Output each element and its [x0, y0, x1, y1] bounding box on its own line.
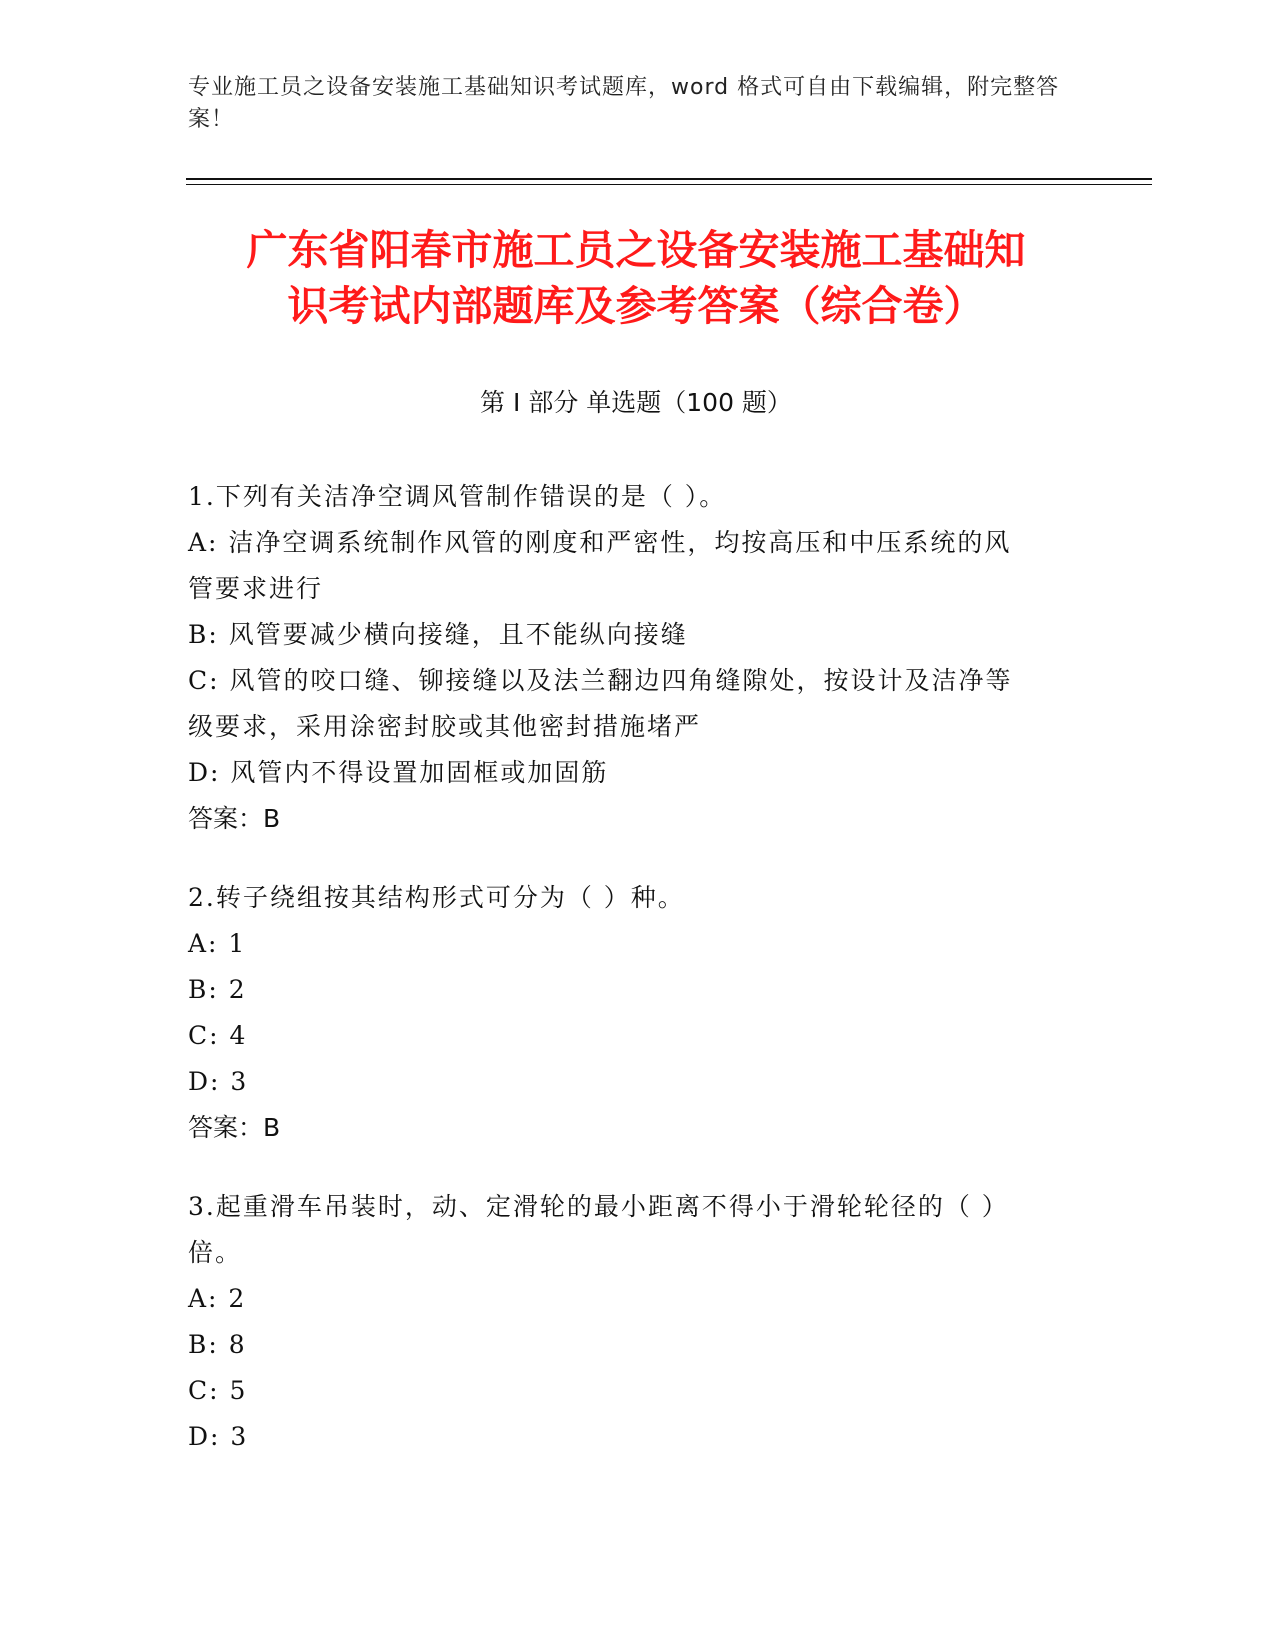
- question-answer: 答案：B: [188, 1113, 281, 1142]
- header-note: 专业施工员之设备安装施工基础知识考试题库，word 格式可自由下载编辑，附完整答案！: [188, 75, 1060, 132]
- title-line-1: 广东省阳春市施工员之设备安装施工基础知: [246, 226, 1026, 274]
- question-stem: 2.转子绕组按其结构形式可分为（ ）种。: [188, 883, 685, 912]
- question-option: D: 3: [188, 1422, 249, 1451]
- question-item: [188, 1184, 1068, 1460]
- document-title: [186, 222, 1086, 334]
- title-line-2: 识考试内部题库及参考答案（综合卷）: [287, 282, 985, 330]
- question-option: A: 1: [188, 929, 247, 958]
- question-stem: 1.下列有关洁净空调风管制作错误的是（ ）。: [188, 482, 727, 511]
- header-rule-thick: [186, 178, 1152, 180]
- question-option: D: 风管内不得设置加固框或加固筋: [188, 758, 609, 787]
- question-list: [188, 474, 1068, 1493]
- question-option: C: 5: [188, 1376, 248, 1405]
- question-stem: 3.起重滑车吊装时，动、定滑轮的最小距离不得小于滑轮轮径的（ ）: [188, 1192, 1009, 1221]
- question-option: C: 4: [188, 1021, 248, 1050]
- header-rule-thin: [186, 184, 1152, 185]
- question-option: A: 2: [188, 1284, 247, 1313]
- question-item: [188, 875, 1068, 1151]
- question-option: B: 8: [188, 1330, 247, 1359]
- question-option: 管要求进行: [188, 574, 324, 603]
- question-stem: 倍。: [188, 1238, 243, 1267]
- question-option: C: 风管的咬口缝、铆接缝以及法兰翻边四角缝隙处，按设计及洁净等: [188, 666, 1013, 695]
- question-option: A: 洁净空调系统制作风管的刚度和严密性，均按高压和中压系统的风: [188, 528, 1012, 557]
- question-option: B: 风管要减少横向接缝，且不能纵向接缝: [188, 620, 688, 649]
- question-answer: 答案：B: [188, 804, 281, 833]
- question-option: D: 3: [188, 1067, 249, 1096]
- question-item: [188, 474, 1068, 842]
- section-title: 第 I 部分 单选题（100 题）: [480, 388, 792, 417]
- question-option: 级要求，采用涂密封胶或其他密封措施堵严: [188, 712, 702, 741]
- question-option: B: 2: [188, 975, 247, 1004]
